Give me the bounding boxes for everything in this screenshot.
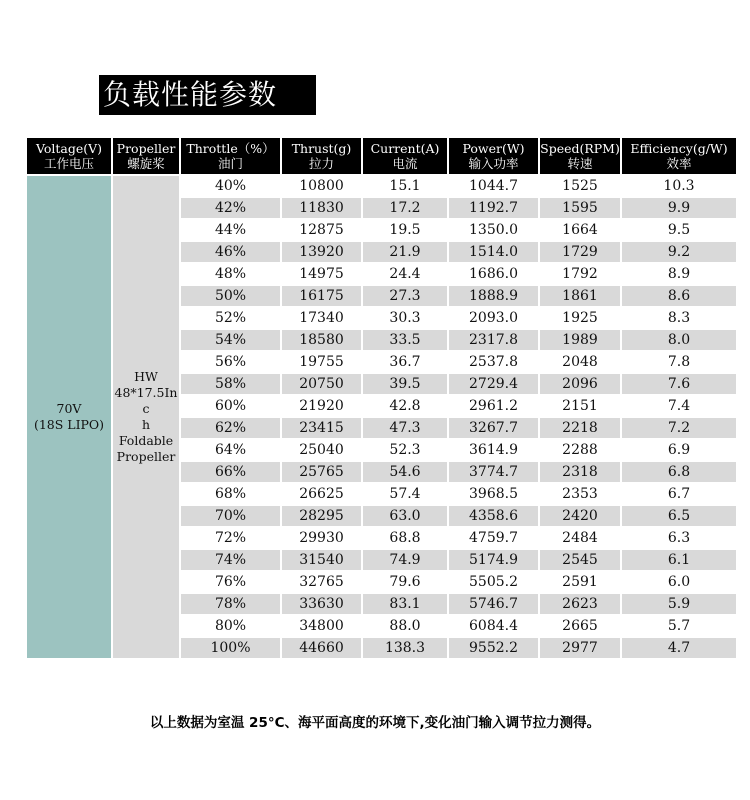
- cell-throttle: 78%: [181, 594, 280, 616]
- cell-power: 6084.4: [449, 616, 538, 638]
- cell-throttle: 100%: [181, 638, 280, 660]
- cell-current: 138.3: [363, 638, 447, 660]
- table-header: [27, 138, 736, 176]
- cell-throttle: 72%: [181, 528, 280, 550]
- cell-throttle: 58%: [181, 374, 280, 396]
- cell-efficiency: 6.9: [622, 440, 736, 462]
- cell-power: 2537.8: [449, 352, 538, 374]
- cell-efficiency: 5.9: [622, 594, 736, 616]
- header-current: Current(A) 电流: [363, 138, 447, 176]
- cell-speed: 1664: [540, 220, 620, 242]
- cell-throttle: 64%: [181, 440, 280, 462]
- header-thrust: Thrust(g) 拉力: [282, 138, 361, 176]
- cell-efficiency: 4.7: [622, 638, 736, 660]
- cell-current: 30.3: [363, 308, 447, 330]
- cell-current: 33.5: [363, 330, 447, 352]
- cell-current: 39.5: [363, 374, 447, 396]
- cell-current: 21.9: [363, 242, 447, 264]
- cell-thrust: 12875: [282, 220, 361, 242]
- cell-efficiency: 5.7: [622, 616, 736, 638]
- cell-speed: 2591: [540, 572, 620, 594]
- propeller-text: Propeller: [116, 449, 176, 464]
- cell-power: 1686.0: [449, 264, 538, 286]
- cell-throttle: 56%: [181, 352, 280, 374]
- cell-throttle: 60%: [181, 396, 280, 418]
- cell-speed: 2353: [540, 484, 620, 506]
- cell-speed: 2151: [540, 396, 620, 418]
- cell-thrust: 13920: [282, 242, 361, 264]
- cell-throttle: 62%: [181, 418, 280, 440]
- header-throttle: Throttle（%） 油门: [181, 138, 280, 176]
- cell-thrust: 25765: [282, 462, 361, 484]
- cell-throttle: 66%: [181, 462, 280, 484]
- cell-throttle: 70%: [181, 506, 280, 528]
- page-title: 负载性能参数: [99, 75, 316, 115]
- cell-current: 24.4: [363, 264, 447, 286]
- cell-speed: 2484: [540, 528, 620, 550]
- cell-thrust: 31540: [282, 550, 361, 572]
- cell-thrust: 44660: [282, 638, 361, 660]
- cell-speed: 2048: [540, 352, 620, 374]
- cell-speed: 1525: [540, 176, 620, 198]
- cell-speed: 2623: [540, 594, 620, 616]
- table-row: [27, 176, 736, 198]
- cell-thrust: 33630: [282, 594, 361, 616]
- cell-thrust: 10800: [282, 176, 361, 198]
- cell-speed: 1595: [540, 198, 620, 220]
- cell-power: 1192.7: [449, 198, 538, 220]
- cell-throttle: 46%: [181, 242, 280, 264]
- cell-current: 19.5: [363, 220, 447, 242]
- cell-power: 5174.9: [449, 550, 538, 572]
- cell-power: 2961.2: [449, 396, 538, 418]
- performance-table: [25, 138, 738, 660]
- cell-speed: 2977: [540, 638, 620, 660]
- cell-thrust: 28295: [282, 506, 361, 528]
- cell-speed: 2665: [540, 616, 620, 638]
- cell-efficiency: 10.3: [622, 176, 736, 198]
- cell-current: 79.6: [363, 572, 447, 594]
- cell-power: 3774.7: [449, 462, 538, 484]
- cell-efficiency: 7.6: [622, 374, 736, 396]
- header-speed: Speed(RPM) 转速: [540, 138, 620, 176]
- cell-current: 54.6: [363, 462, 447, 484]
- cell-speed: 2218: [540, 418, 620, 440]
- cell-power: 5746.7: [449, 594, 538, 616]
- cell-speed: 1792: [540, 264, 620, 286]
- cell-speed: 1861: [540, 286, 620, 308]
- cell-throttle: 76%: [181, 572, 280, 594]
- propeller-text: 48*17.5Inc: [114, 385, 178, 416]
- cell-thrust: 19755: [282, 352, 361, 374]
- cell-efficiency: 8.0: [622, 330, 736, 352]
- cell-current: 47.3: [363, 418, 447, 440]
- cell-efficiency: 8.6: [622, 286, 736, 308]
- cell-speed: 2096: [540, 374, 620, 396]
- cell-current: 27.3: [363, 286, 447, 308]
- cell-thrust: 18580: [282, 330, 361, 352]
- cell-throttle: 80%: [181, 616, 280, 638]
- cell-efficiency: 7.8: [622, 352, 736, 374]
- propeller-text: Foldable: [118, 433, 174, 448]
- cell-power: 3968.5: [449, 484, 538, 506]
- voltage-cell: [27, 176, 111, 660]
- header-efficiency: Efficiency(g/W) 效率: [622, 138, 736, 176]
- cell-efficiency: 6.1: [622, 550, 736, 572]
- cell-thrust: 11830: [282, 198, 361, 220]
- cell-power: 9552.2: [449, 638, 538, 660]
- cell-current: 36.7: [363, 352, 447, 374]
- cell-speed: 2288: [540, 440, 620, 462]
- cell-efficiency: 8.9: [622, 264, 736, 286]
- cell-current: 57.4: [363, 484, 447, 506]
- cell-thrust: 20750: [282, 374, 361, 396]
- cell-efficiency: 6.8: [622, 462, 736, 484]
- battery-spec: (18S LIPO): [33, 417, 105, 432]
- cell-efficiency: 6.0: [622, 572, 736, 594]
- cell-efficiency: 9.2: [622, 242, 736, 264]
- cell-power: 4358.6: [449, 506, 538, 528]
- cell-thrust: 14975: [282, 264, 361, 286]
- cell-power: 1044.7: [449, 176, 538, 198]
- cell-throttle: 74%: [181, 550, 280, 572]
- cell-throttle: 50%: [181, 286, 280, 308]
- cell-power: 1888.9: [449, 286, 538, 308]
- cell-throttle: 52%: [181, 308, 280, 330]
- cell-thrust: 17340: [282, 308, 361, 330]
- propeller-text: h: [141, 417, 151, 432]
- header-power: Power(W) 输入功率: [449, 138, 538, 176]
- cell-current: 52.3: [363, 440, 447, 462]
- cell-thrust: 34800: [282, 616, 361, 638]
- cell-throttle: 40%: [181, 176, 280, 198]
- cell-current: 88.0: [363, 616, 447, 638]
- cell-efficiency: 6.5: [622, 506, 736, 528]
- header-propeller: Propeller 螺旋桨: [113, 138, 179, 176]
- cell-speed: 1925: [540, 308, 620, 330]
- cell-speed: 1729: [540, 242, 620, 264]
- cell-thrust: 23415: [282, 418, 361, 440]
- cell-power: 2093.0: [449, 308, 538, 330]
- cell-power: 5505.2: [449, 572, 538, 594]
- cell-power: 1514.0: [449, 242, 538, 264]
- cell-throttle: 68%: [181, 484, 280, 506]
- cell-efficiency: 7.2: [622, 418, 736, 440]
- cell-current: 83.1: [363, 594, 447, 616]
- cell-thrust: 26625: [282, 484, 361, 506]
- cell-thrust: 16175: [282, 286, 361, 308]
- propeller-cell: [113, 176, 179, 660]
- voltage-value: 70V: [56, 401, 82, 416]
- cell-power: 3267.7: [449, 418, 538, 440]
- cell-efficiency: 7.4: [622, 396, 736, 418]
- cell-throttle: 44%: [181, 220, 280, 242]
- cell-thrust: 21920: [282, 396, 361, 418]
- cell-efficiency: 9.9: [622, 198, 736, 220]
- cell-thrust: 32765: [282, 572, 361, 594]
- cell-throttle: 54%: [181, 330, 280, 352]
- cell-speed: 2420: [540, 506, 620, 528]
- cell-speed: 2318: [540, 462, 620, 484]
- cell-thrust: 25040: [282, 440, 361, 462]
- cell-efficiency: 8.3: [622, 308, 736, 330]
- cell-current: 15.1: [363, 176, 447, 198]
- cell-speed: 1989: [540, 330, 620, 352]
- cell-throttle: 48%: [181, 264, 280, 286]
- cell-power: 2729.4: [449, 374, 538, 396]
- cell-throttle: 42%: [181, 198, 280, 220]
- footnote: 以上数据为室温 25°C、海平面高度的环境下,变化油门输入调节拉力测得。: [149, 715, 601, 731]
- propeller-text: HW: [134, 369, 158, 384]
- cell-efficiency: 6.3: [622, 528, 736, 550]
- cell-thrust: 29930: [282, 528, 361, 550]
- cell-current: 42.8: [363, 396, 447, 418]
- cell-current: 17.2: [363, 198, 447, 220]
- cell-power: 3614.9: [449, 440, 538, 462]
- header-voltage: Voltage(V) 工作电压: [27, 138, 111, 176]
- cell-current: 63.0: [363, 506, 447, 528]
- cell-power: 1350.0: [449, 220, 538, 242]
- cell-power: 4759.7: [449, 528, 538, 550]
- cell-current: 74.9: [363, 550, 447, 572]
- cell-efficiency: 9.5: [622, 220, 736, 242]
- cell-efficiency: 6.7: [622, 484, 736, 506]
- cell-speed: 2545: [540, 550, 620, 572]
- cell-current: 68.8: [363, 528, 447, 550]
- cell-power: 2317.8: [449, 330, 538, 352]
